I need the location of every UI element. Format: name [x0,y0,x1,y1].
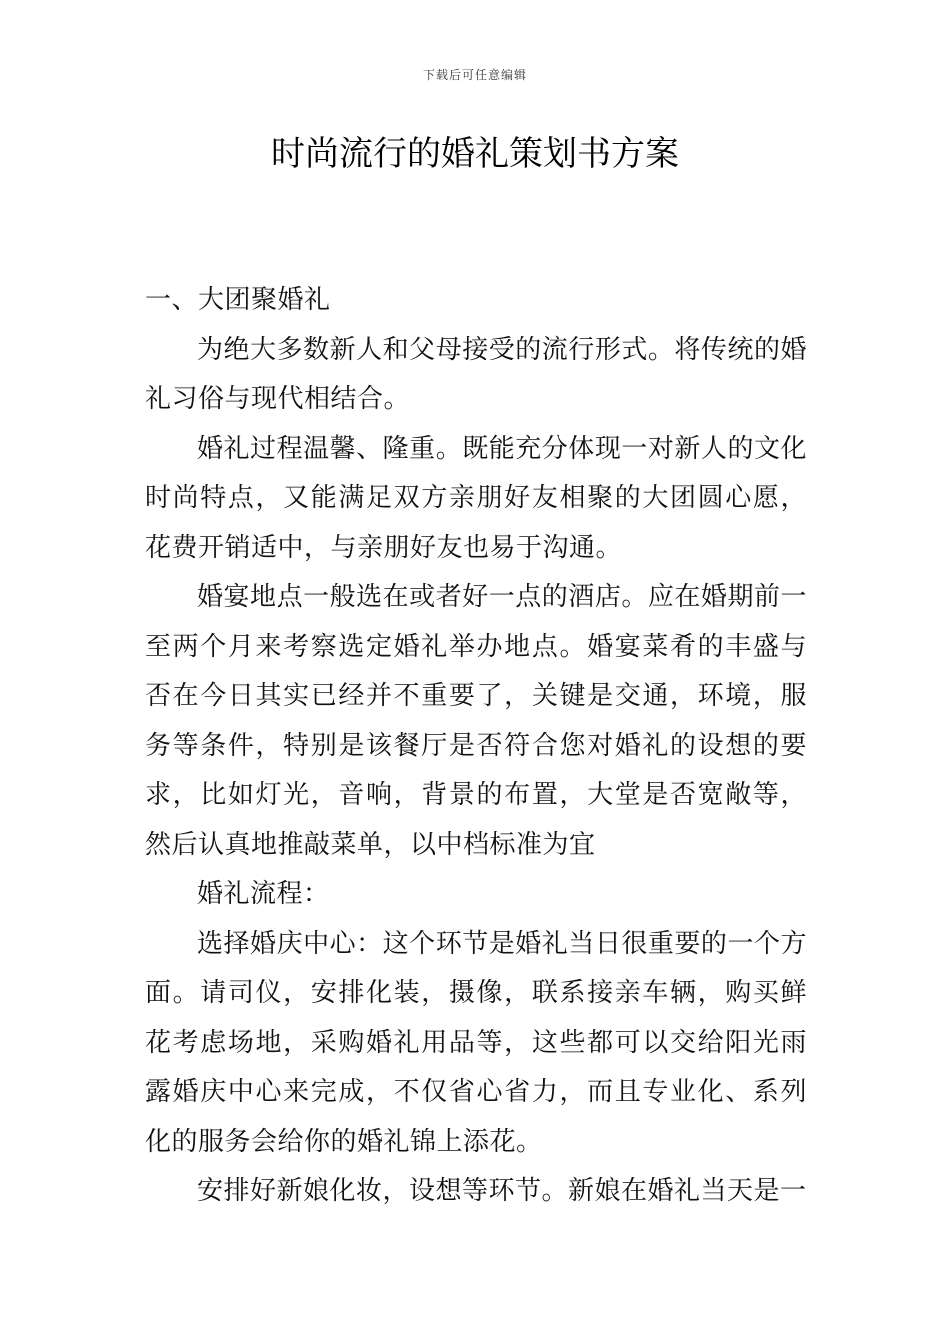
paragraph: 为绝大多数新人和父母接受的流行形式。将传统的婚礼习俗与现代相结合。 [145,334,807,414]
paragraph: 安排好新娘化妆，设想等环节。新娘在婚礼当天是一 [197,1176,807,1206]
paragraph: 选择婚庆中心：这个环节是婚礼当日很重要的一个方面。请司仪，安排化装，摄像，联系接亲车辆，购买鲜花考虑场地，采购婚礼用品等，这些都可以交给阳光雨露婚庆中心来完成，不仅省心省力，而且专业化、系列化的服务会给你的婚礼锦上添花。 [145,928,807,1157]
header-note: 下载后可任意编辑 [422,68,527,82]
paragraph: 婚礼过程温馨、隆重。既能充分体现一对新人的文化时尚特点，又能满足双方亲朋好友相聚的大团圆心愿，花费开销适中，与亲朋好友也易于沟通。 [145,433,807,563]
paragraph: 婚宴地点一般选在或者好一点的酒店。应在婚期前一至两个月来考察选定婚礼举办地点。婚宴菜肴的丰盛与否在今日其实已经并不重要了，关键是交通，环境，服务等条件，特别是该餐厅是否符合您对婚礼的设想的要求，比如灯光，音响，背景的布置，大堂是否宽敞等，然后认真地推敲菜单，以中档标准为宜 [145,582,807,860]
section-heading: 一、大团聚婚礼 [145,285,331,315]
document-body [145,276,807,1217]
paragraph: 婚礼流程： [197,879,330,909]
document-title: 时尚流行的婚礼策划书方案 [271,134,679,174]
